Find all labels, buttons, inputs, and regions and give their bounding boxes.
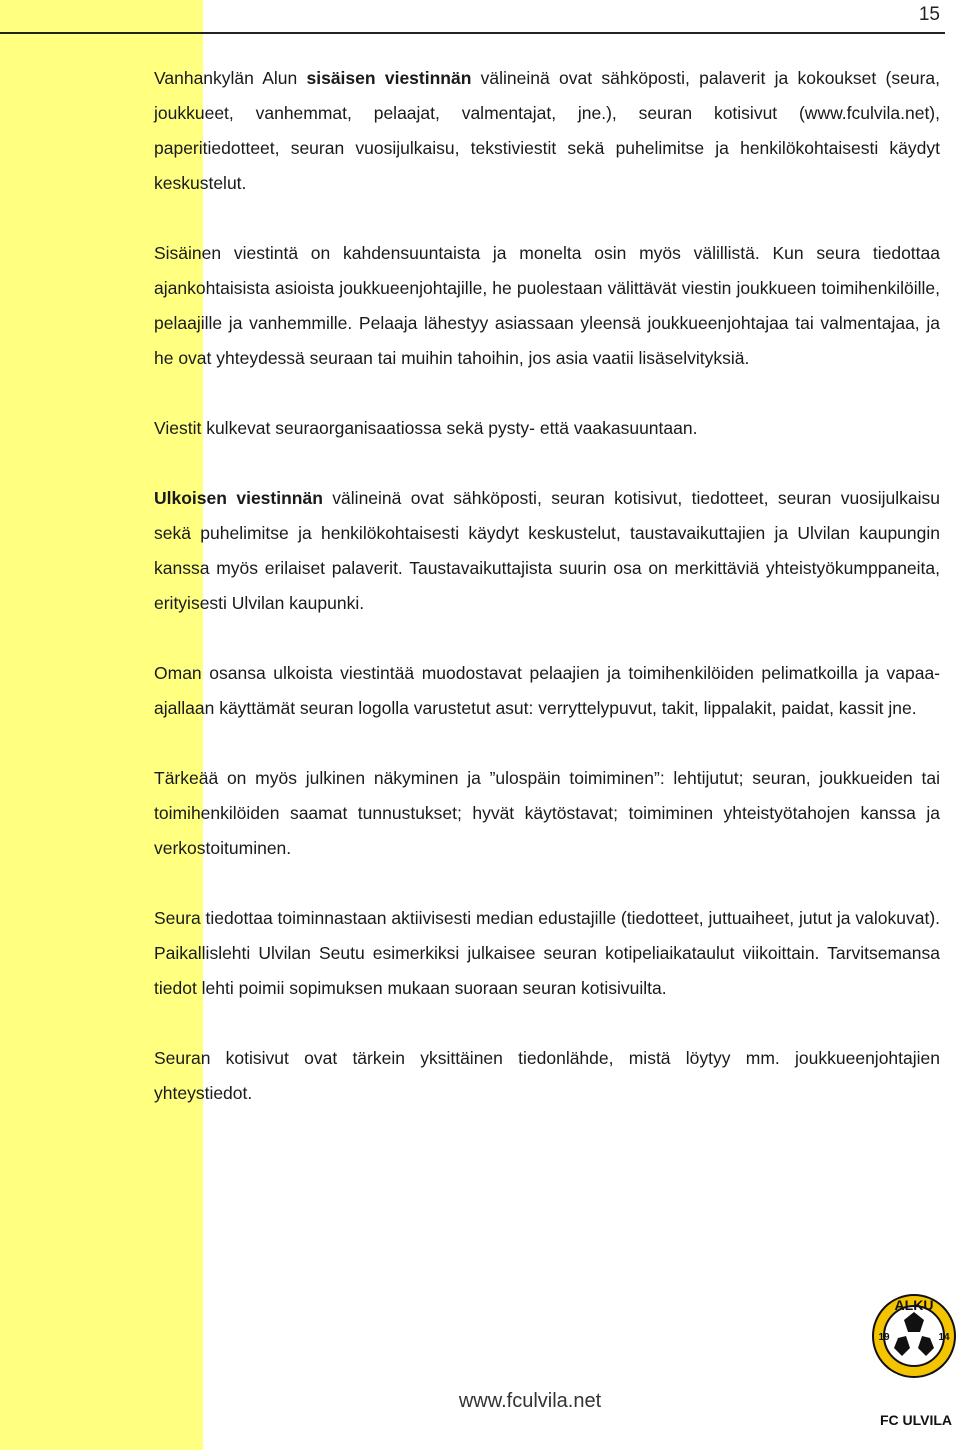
logo-caption: FC ULVILA: [879, 1412, 953, 1428]
bold-term: sisäisen viestinnän: [306, 68, 472, 88]
bold-term: Ulkoisen viestinnän: [154, 488, 323, 508]
logo-year-left: 19: [878, 1332, 890, 1343]
logo-top-text: ALKU: [894, 1297, 934, 1313]
footer-url: www.fculvila.net: [458, 1390, 602, 1412]
header-rule: [0, 32, 945, 34]
paragraph-2: [154, 236, 940, 376]
text-span: Oman osansa ulkoista viestintää muodostavat pelaajien ja toimihenkilöiden pelimatkoilla ja vapaa-ajallaan käyttämät seuran logolla varustetut asut: verryttelypuvut, takit, lippalakit, paidat, kassit jne.: [154, 663, 940, 718]
text-span: Vanhankylän Alun: [154, 68, 307, 88]
logo-year-right: 14: [938, 1332, 950, 1343]
paragraph-1: [154, 61, 940, 201]
text-span: Sisäinen viestintä on kahdensuuntaista ja monelta osin myös välillistä. Kun seura tiedottaa ajankohtaisista asioista joukkueenjohtajille, he puolestaan välittävät viestin joukkueen toimihenkilöille, pelaajille ja vanhemmille. Pelaaja lähestyy asiassaan yleensä joukkueenjohtajaa tai valmentajaa, ja he ovat yhteydessä seuraan tai muihin tahoihin, jos asia vaatii lisäselvityksiä.: [154, 243, 940, 368]
body-text: [154, 61, 940, 1146]
paragraph-5: [154, 656, 940, 726]
text-span: välineinä ovat sähköposti, seuran kotisivut, tiedotteet, seuran vuosijulkaisu sekä puhelimitse ja henkilökohtaisesti käydyt keskustelut, taustavaikuttajien ja Ulvilan kaupungin kanssa myös erilaiset palaverit. Taustavaikuttajista suurin osa on merkittäviä yhteistyökumppaneita, erityisesti Ulvilan kaupunki.: [154, 488, 941, 613]
paragraph-7: [154, 901, 940, 1006]
text-span: Viestit kulkevat seuraorganisaatiossa sekä pysty- että vaakasuuntaan.: [154, 418, 698, 438]
paragraph-3: [154, 411, 940, 446]
text-span: välineinä ovat sähköposti, palaverit ja kokoukset (seura, joukkueet, vanhemmat, pelaajat, valmentajat, jne.), seuran kotisivut (www.fculvila.net), paperitiedotteet, seuran vuosijulkaisu, tekstiviestit sekä puhelimitse ja henkilökohtaisesti käydyt keskustelut.: [154, 68, 940, 193]
paragraph-8: [154, 1041, 940, 1111]
paragraph-4: [154, 481, 940, 621]
text-span: Seuran kotisivut ovat tärkein yksittäinen tiedonlähde, mistä löytyy mm. joukkueenjohtajien yhteystiedot.: [154, 1048, 940, 1103]
page-number: 15: [918, 4, 940, 25]
paragraph-6: [154, 761, 940, 866]
text-span: Seura tiedottaa toiminnastaan aktiivisesti median edustajille (tiedotteet, juttuaiheet, jutut ja valokuvat). Paikallislehti Ulvilan Seutu esimerkiksi julkaisee seuran kotipeliaikataulut viikoittain. Tarvitsemansa tiedot lehti poimii sopimuksen mukaan suoraan seuran kotisivuilta.: [154, 908, 941, 998]
fc-ulvila-logo: [868, 1290, 960, 1430]
text-span: Tärkeää on myös julkinen näkyminen ja ”ulospäin toimiminen”: lehtijutut; seuran, joukkueiden tai toimihenkilöiden saamat tunnustukset; hyvät käytöstavat; toimiminen yhteistyötahojen kanssa ja verkostoituminen.: [154, 768, 940, 858]
